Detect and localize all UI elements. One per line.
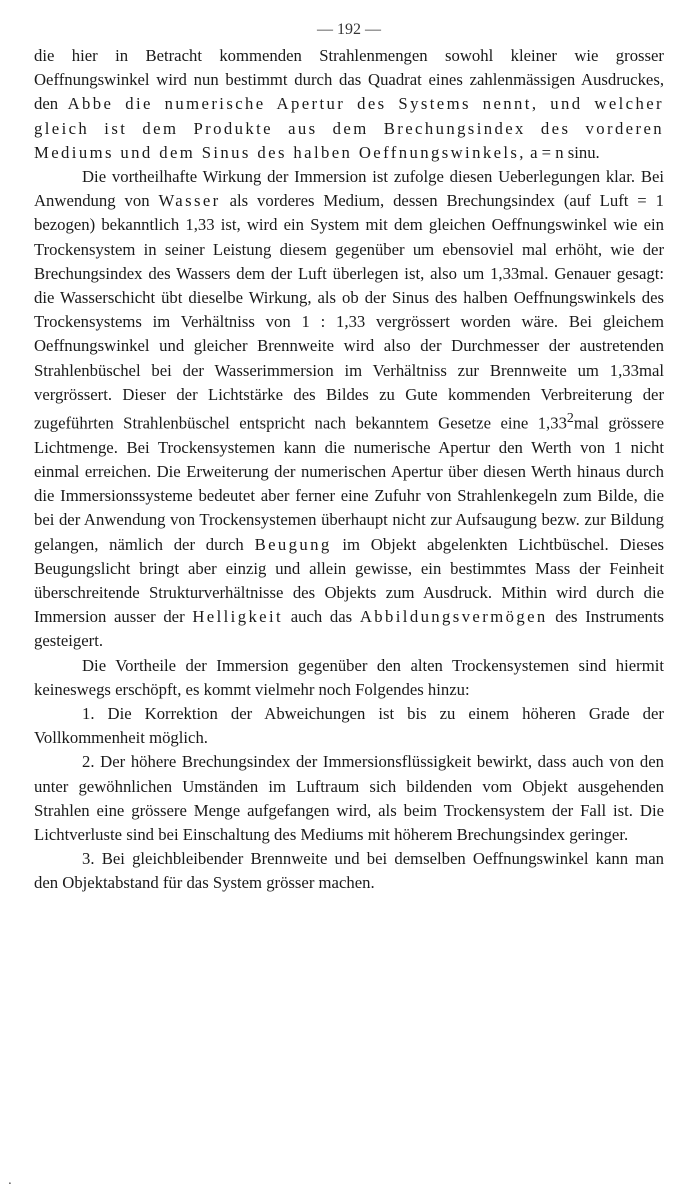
- emphasis-wasser: Wasser: [158, 191, 221, 211]
- paragraph-1-text: die hier in Betracht kommenden Strahlenmengen sowohl kleiner wie grosser Oeffnungswinkel wird nun bestimmt durch das Quadrat eines zahlenmässigen Ausdruckes, den: [34, 46, 664, 114]
- paragraph-2-text-h: auch das: [283, 607, 360, 627]
- paragraph-1-spaced-text: Abbe die numerische Apertur des Systems nennt, und welcher gleich ist dem Produkte aus dem Brechungsindex des vorderen Mediums und dem Sinus des halben Oeffnungswinkels,: [34, 94, 664, 162]
- paragraph-3: Die Vortheile der Immersion gegenüber den alten Trockensystemen sind hiermit keineswegs erschöpft, es kommt vielmehr noch Folgendes hinzu:: [34, 655, 664, 699]
- paragraph-2-text-c: als vorderes Medium, dessen Brechungsindex (auf Luft = 1 bezogen) bekanntlich 1,33 ist, wird ein System mit dem gleichen Oeffnungswinkel wie ein Trockensystem in seiner Leistung diesem gegenüber um ebensoviel mal erhöht, wie der Brechungsindex des Wassers dem der Luft überlegen ist, also um 1,33mal. Genauer gesagt: die Wasserschicht übt dieselbe Wirkung, als ob der Sinus des halben Oeffnungswinkels des Trockensystems im Verhältniss von 1 : 1,33 vergrössert worden wäre. Bei gleichem Oeffnungswinkel und gleicher Brennweite wird also der Durchmesser der austretenden Strahlenbüschel bei der Wasserimmersion im Verhältniss zur Brennweite um 1,33mal vergrössert. Dieser der Lichtstärke des Bildes zu Gute kommenden Verbreiterung der zugeführten Strahlenbüschel entspricht nach bekanntem Gesetze eine 1,33: [34, 191, 664, 433]
- stray-mark: .: [8, 1173, 12, 1187]
- paragraph-1-formula: a = n sinu.: [525, 142, 600, 162]
- emphasis-abbildungsvermoegen: Abbildungsvermögen: [359, 607, 548, 627]
- paragraph-2-text-j: des Instruments gesteigert.: [34, 607, 664, 651]
- emphasis-beugung: Beugung: [254, 534, 332, 554]
- list-item-2: 2. Der höhere Brechungsindex der Immersionsflüssigkeit bewirkt, dass auch von den unter gewöhnlichen Umständen im Luftraum sich bildenden vom Objekt ausgehenden Strahlen eine grössere Menge aufgefangen wird, als beim Trockensystem der Fall ist. Die Lichtverluste sind bei Einschaltung des Mediums mit höherem Brechungsindex geringer.: [34, 752, 664, 845]
- superscript-two: 2: [566, 411, 574, 427]
- paragraph-2-text-a: Die vortheilhafte Wirkung der Immersion ist zufolge diesen Ueberlegungen klar. Bei Anwendung von: [34, 167, 664, 211]
- list-item-1: 1. Die Korrektion der Abweichungen ist bis zu einem höheren Grade der Vollkommenheit möglich.: [34, 704, 664, 748]
- paragraph-2-text-f: im Objekt abgelenkten Lichtbüschel. Dieses Beugungslicht bringt aber einzig und allein gewisse, ein bestimmtes Mass der Feinheit überschreitende Strukturverhältnisse des Objekts zum Ausdruck. Mithin wird durch die Immersion ausser der: [34, 534, 664, 627]
- page-number: — 192 —: [317, 21, 381, 38]
- list-item-3: 3. Bei gleichbleibender Brennweite und bei demselben Oeffnungswinkel kann man den Objektabstand für das System grösser machen.: [34, 849, 664, 893]
- paragraph-2: [34, 165, 664, 654]
- emphasis-helligkeit: Helligkeit: [192, 607, 284, 627]
- page-body: [34, 20, 664, 896]
- paragraph-2-text-d: mal grössere Lichtmenge. Bei Trockensystemen kann die numerische Apertur den Werth von 1 nicht einmal erreichen. Die Erweiterung der numerischen Apertur über diesen Werth hinaus durch die Immersionssysteme bedeutet aber ferner eine Zufuhr von Strahlenkegeln zum Bilde, die bei der Anwendung von Trockensystemen überhaupt nicht zur Aufsaugung bezw. zur Bildung gelangen, nämlich der durch: [34, 413, 664, 554]
- paragraph-1: [34, 44, 664, 165]
